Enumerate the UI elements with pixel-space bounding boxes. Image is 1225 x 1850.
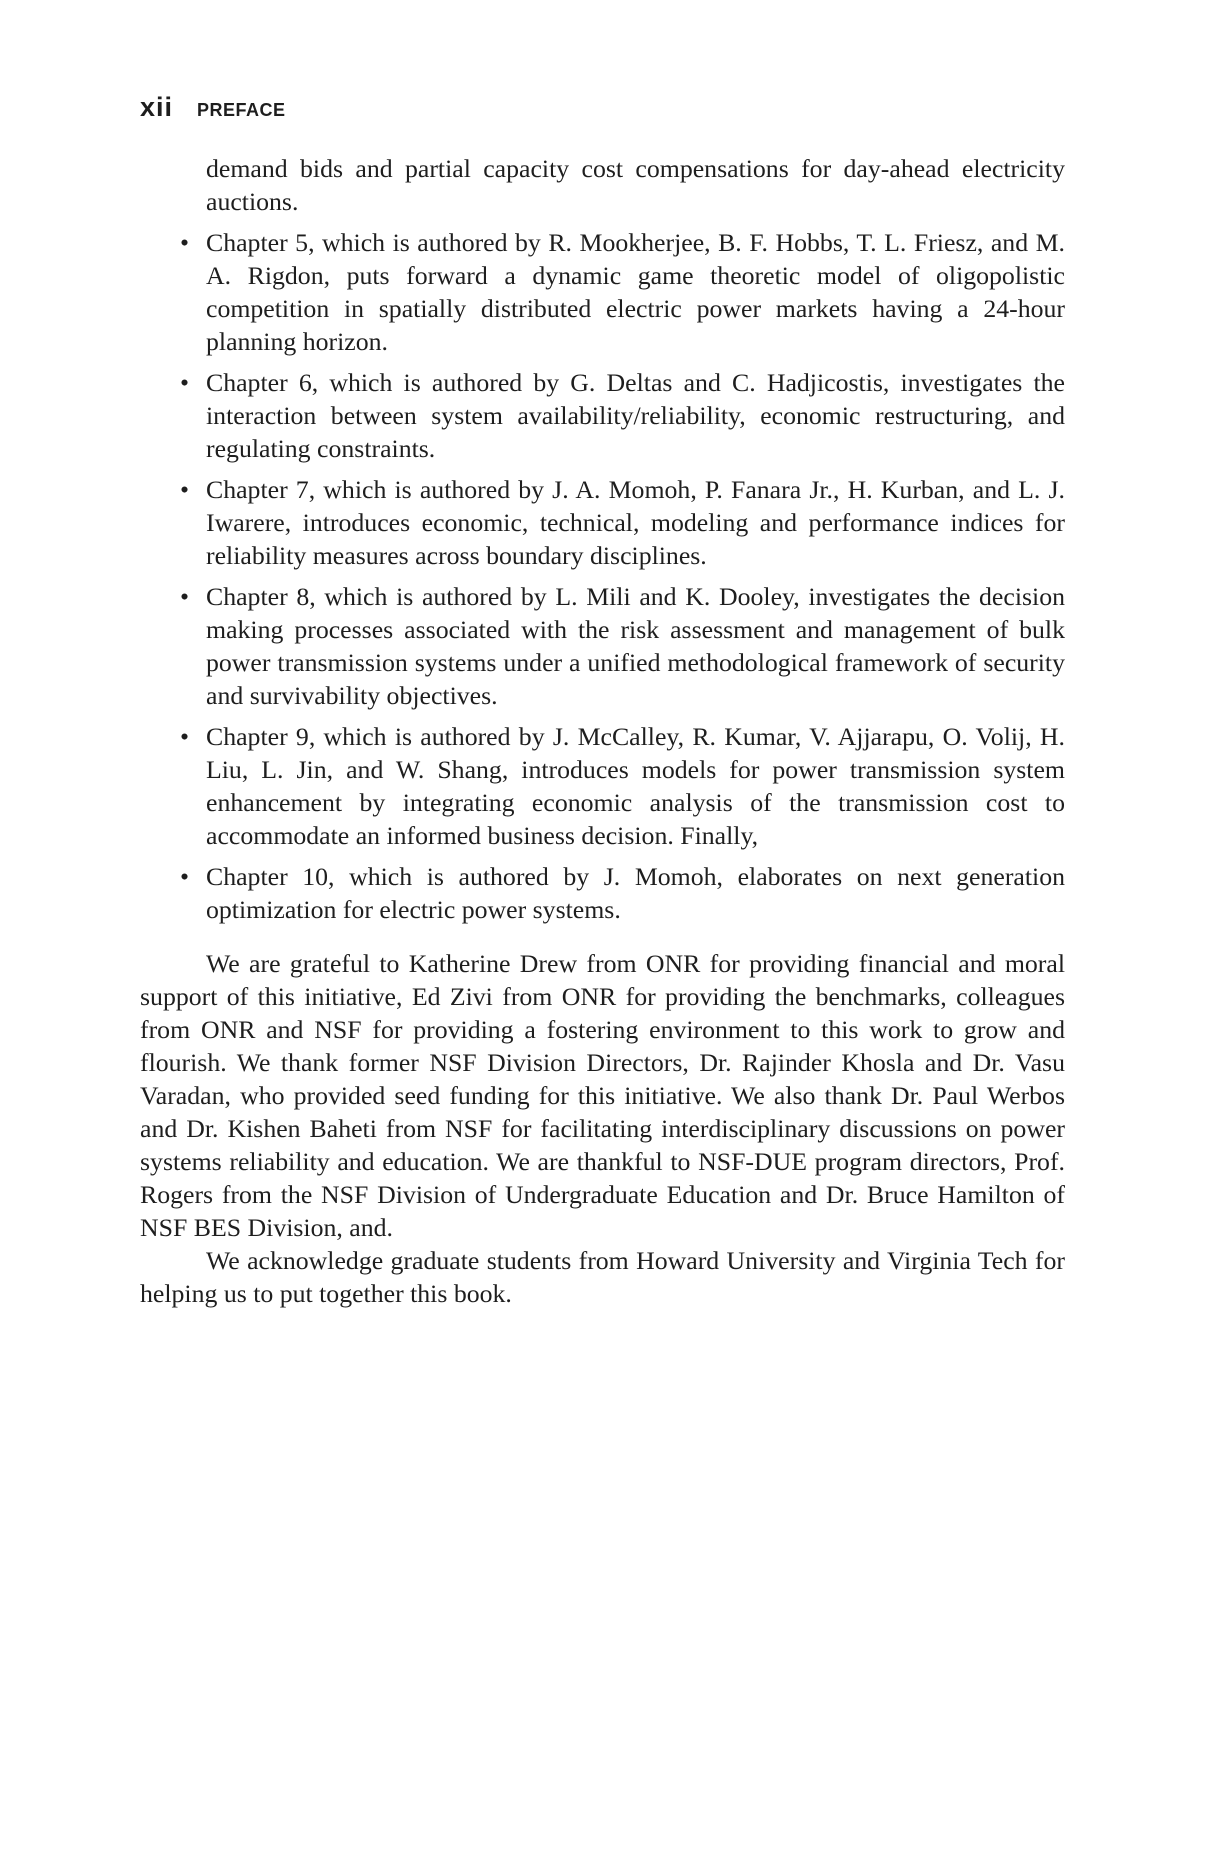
list-item xyxy=(140,860,1065,926)
running-title: PREFACE xyxy=(197,100,286,120)
list-item xyxy=(140,226,1065,358)
list-item xyxy=(140,720,1065,852)
list-item-text: Chapter 5, which is authored by R. Mookherjee, B. F. Hobbs, T. L. Friesz, and M. A. Rigdon, puts forward a dynamic game theoretic model of oligopolistic competition in spatially distributed electric power markets having a 24-hour planning horizon. xyxy=(206,228,1065,356)
bullet-icon: • xyxy=(180,475,190,504)
continuation-text: demand bids and partial capacity cost compensations for day-ahead electricity auctions. xyxy=(206,154,1065,216)
chapter-list xyxy=(140,226,1065,926)
acknowledgement-paragraph: We are grateful to Katherine Drew from ONR for providing financial and moral support of this initiative, Ed Zivi from ONR for providing the benchmarks, colleagues from ONR and NSF for providing a fostering environment to this work to grow and flourish. We thank former NSF Division Directors, Dr. Rajinder Khosla and Dr. Vasu Varadan, who provided seed funding for this initiative. We also thank Dr. Paul Werbos and Dr. Kishen Baheti from NSF for facilitating interdisciplinary discussions on power systems reliability and education. We are thankful to NSF-DUE program directors, Prof. Rogers from the NSF Division of Undergraduate Education and Dr. Bruce Hamilton of NSF BES Division, and. xyxy=(140,949,1065,1242)
bullet-icon: • xyxy=(180,862,190,891)
list-item xyxy=(140,473,1065,572)
list-item-text: Chapter 8, which is authored by L. Mili and K. Dooley, investigates the decision making processes associated with the risk assessment and management of bulk power transmission systems under a unified methodological framework of security and survivability objectives. xyxy=(206,582,1065,710)
bullet-icon: • xyxy=(180,228,190,257)
bullet-icon: • xyxy=(180,368,190,397)
list-item-text: Chapter 7, which is authored by J. A. Momoh, P. Fanara Jr., H. Kurban, and L. J. Iwarere, introduces economic, technical, modeling and performance indices for reliability measures across boundary disciplines. xyxy=(206,475,1065,570)
page-number: xii xyxy=(140,92,174,122)
running-head xyxy=(140,92,286,132)
list-item-text: Chapter 9, which is authored by J. McCalley, R. Kumar, V. Ajjarapu, O. Volij, H. Liu, L. Jin, and W. Shang, introduces models for power transmission system enhancement by integrating economic analysis of the transmission cost to accommodate an informed business decision. Finally, xyxy=(206,722,1065,850)
list-item xyxy=(140,580,1065,712)
acknowledgement-paragraph: We acknowledge graduate students from Howard University and Virginia Tech for helping us to put together this book. xyxy=(140,1246,1065,1308)
bullet-icon: • xyxy=(180,582,190,611)
page-body xyxy=(140,152,1065,1310)
list-item-text: Chapter 10, which is authored by J. Momoh, elaborates on next generation optimization for electric power systems. xyxy=(206,862,1065,924)
list-item-text: Chapter 6, which is authored by G. Deltas and C. Hadjicostis, investigates the interaction between system availability/reliability, economic restructuring, and regulating constraints. xyxy=(206,368,1065,463)
list-item xyxy=(140,366,1065,465)
bullet-icon: • xyxy=(180,722,190,751)
